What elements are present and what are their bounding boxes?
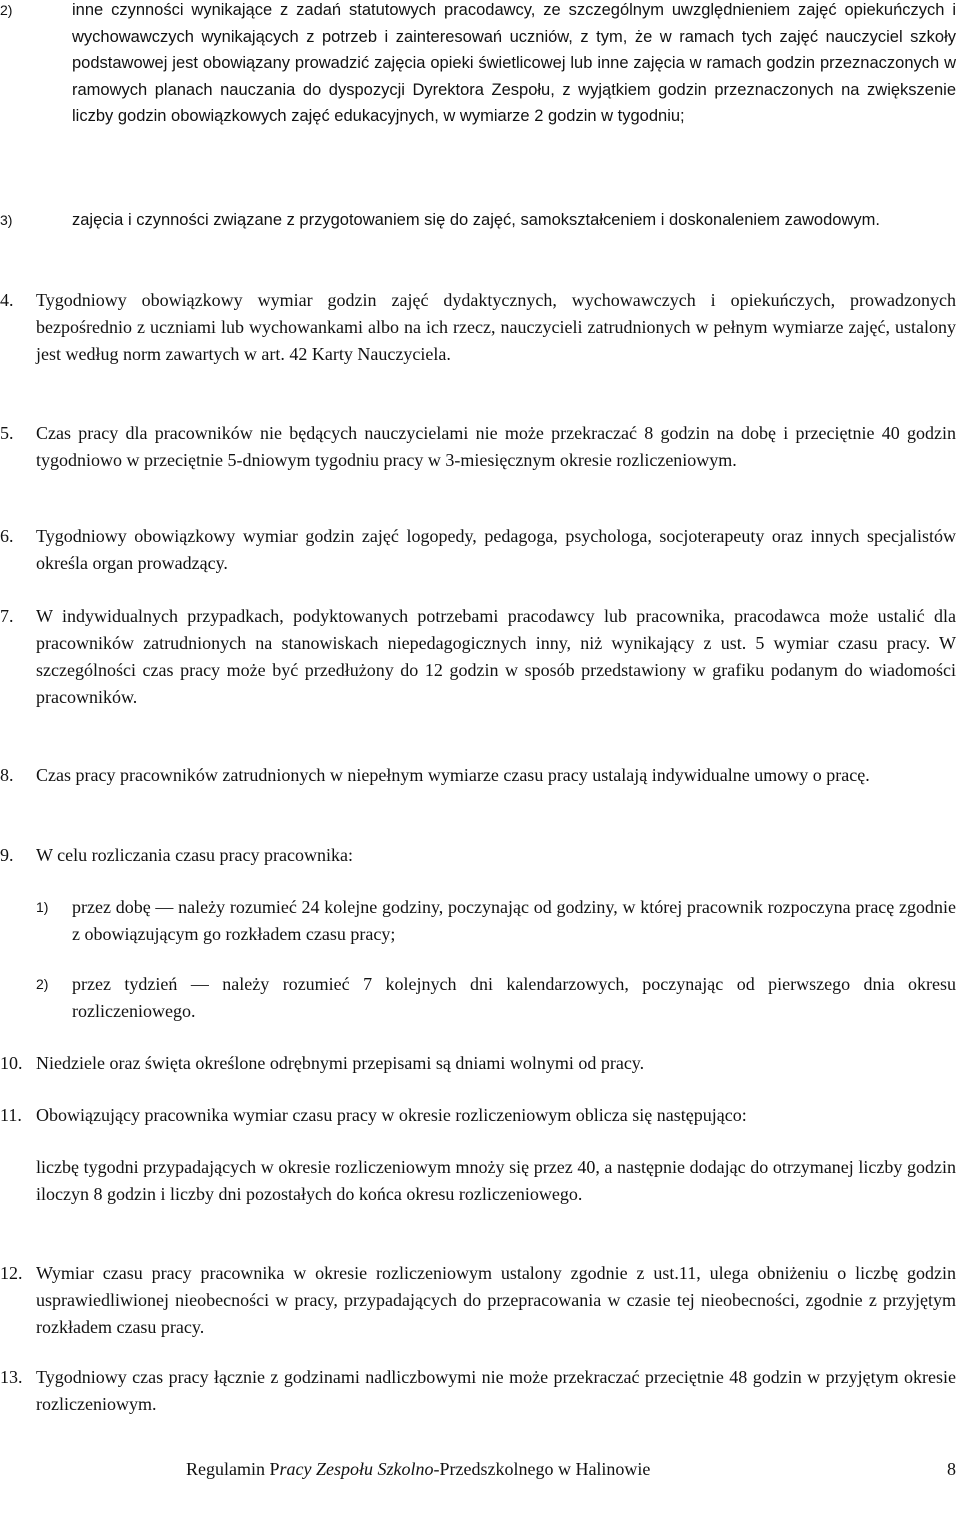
paragraph-number: 6. [0,526,14,546]
list-item-number: 3) [0,212,13,228]
paragraph-text: Czas pracy pracowników zatrudnionych w niepełnym wymiarze czasu pracy ustalają indywidualne umowy o pracę. [36,765,870,785]
list-item-text: zajęcia i czynności związane z przygotowaniem się do zajęć, samokształceniem i doskonaleniem zawodowym. [72,211,880,229]
footer-title-suffix: -Przedszkolnego w Halinowie [433,1459,651,1479]
list-item-text: inne czynności wynikające z zadań statutowych pracodawcy, ze szczególnym uwzględnieniem zajęć opiekuńczych i wychowawczych wynikających z potrzeb i zainteresowań uczniów, z tym, że w ramach tych zajęć nauczyciel szkoły podstawowej jest obowiązany prowadzić zajęcia opieki świetlicowej lub inne zajęcia w ramach godzin przeznaczonych w ramowych planach nauczania do dyspozycji Dyrektora Zespołu, z wyjątkiem godzin przeznaczonych na zwiększenie liczby godzin obowiązkowych zajęć edukacyjnych, w wymiarze 2 godzin w tygodniu; [72,1,956,125]
paragraph-number: 10. [0,1053,23,1073]
footer-title-prefix: Regulamin P [186,1459,280,1479]
paragraph-text: Wymiar czasu pracy pracownika w okresie rozliczeniowym ustalony zgodnie z ust.11, ulega obniżeniu o liczbę godzin usprawiedliwionej nieobecności w pracy, przypadających do przepracowania w czasie tej nieobecności, zgodnie z przyjętym rozkładem czasu pracy. [36,1263,956,1337]
list-item-text: przez dobę — należy rozumieć 24 kolejne godziny, poczynając od godziny, w której pracownik rozpoczyna pracę zgodnie z obowiązującym go rozkładem czasu pracy; [72,897,956,944]
paragraph-text: Czas pracy dla pracowników nie będących nauczycielami nie może przekraczać 8 godzin na dobę i przeciętnie 40 godzin tygodniowo w przeciętnie 5-dniowym tygodniu pracy w 3-miesięcznym okresie rozliczeniowym. [36,423,956,470]
paragraph-number: 4. [0,290,14,310]
paragraph-number: 8. [0,765,14,785]
list-item-text: przez tydzień — należy rozumieć 7 kolejnych dni kalendarzowych, poczynając od pierwszego dnia okresu rozliczeniowego. [72,974,956,1021]
paragraph-text: Tygodniowy obowiązkowy wymiar godzin zajęć logopedy, pedagoga, psychologa, socjoterapeuty oraz innych specjalistów określa organ prowadzący. [36,526,956,573]
list-item-number: 2) [36,976,49,992]
paragraph-text: W celu rozliczania czasu pracy pracownika: [36,845,353,865]
paragraph-11-continuation: liczbę tygodni przypadających w okresie rozliczeniowym mnoży się przez 40, a następnie dodając do otrzymanej liczby godzin iloczyn 8 godzin i liczby dni pozostałych do końca okresu rozliczeniowego. [36,1157,956,1204]
paragraph-number: 7. [0,606,14,626]
page-number: 8 [947,1459,956,1479]
paragraph-number: 5. [0,423,14,443]
list-item-number: 1) [36,899,49,915]
paragraph-text: Tygodniowy obowiązkowy wymiar godzin zajęć dydaktycznych, wychowawczych i opiekuńczych, prowadzonych bezpośrednio z uczniami lub wychowankami albo na ich rzecz, nauczycieli zatrudnionych w pełnym wymiarze zajęć, ustalony jest według norm zawartych w art. 42 Karty Nauczyciela. [36,290,956,364]
paragraph-number: 11. [0,1105,22,1125]
footer-title-italic: racy Zespołu Szkolno [279,1459,434,1479]
paragraph-text: Niedziele oraz święta określone odrębnymi przepisami są dniami wolnymi od pracy. [36,1053,645,1073]
paragraph-number: 12. [0,1263,23,1283]
list-item-number: 2) [0,2,13,18]
paragraph-text: Obowiązujący pracownika wymiar czasu pracy w okresie rozliczeniowym oblicza się następująco: [36,1105,747,1125]
paragraph-number: 13. [0,1367,23,1387]
page-footer [186,1456,956,1483]
paragraph-number: 9. [0,845,14,865]
paragraph-text: Tygodniowy czas pracy łącznie z godzinami nadliczbowymi nie może przekraczać przeciętnie 48 godzin w przyjętym okresie rozliczeniowym. [36,1367,956,1414]
paragraph-text: W indywidualnych przypadkach, podyktowanych potrzebami pracodawcy lub pracownika, pracodawca może ustalić dla pracowników zatrudnionych na stanowiskach niepedagogicznych inny, niż wynikający z ust. 5 wymiar czasu pracy. W szczególności czas pracy może być przedłużony do 12 godzin w sposób przedstawiony w grafiku podanym do wiadomości pracowników. [36,606,956,707]
